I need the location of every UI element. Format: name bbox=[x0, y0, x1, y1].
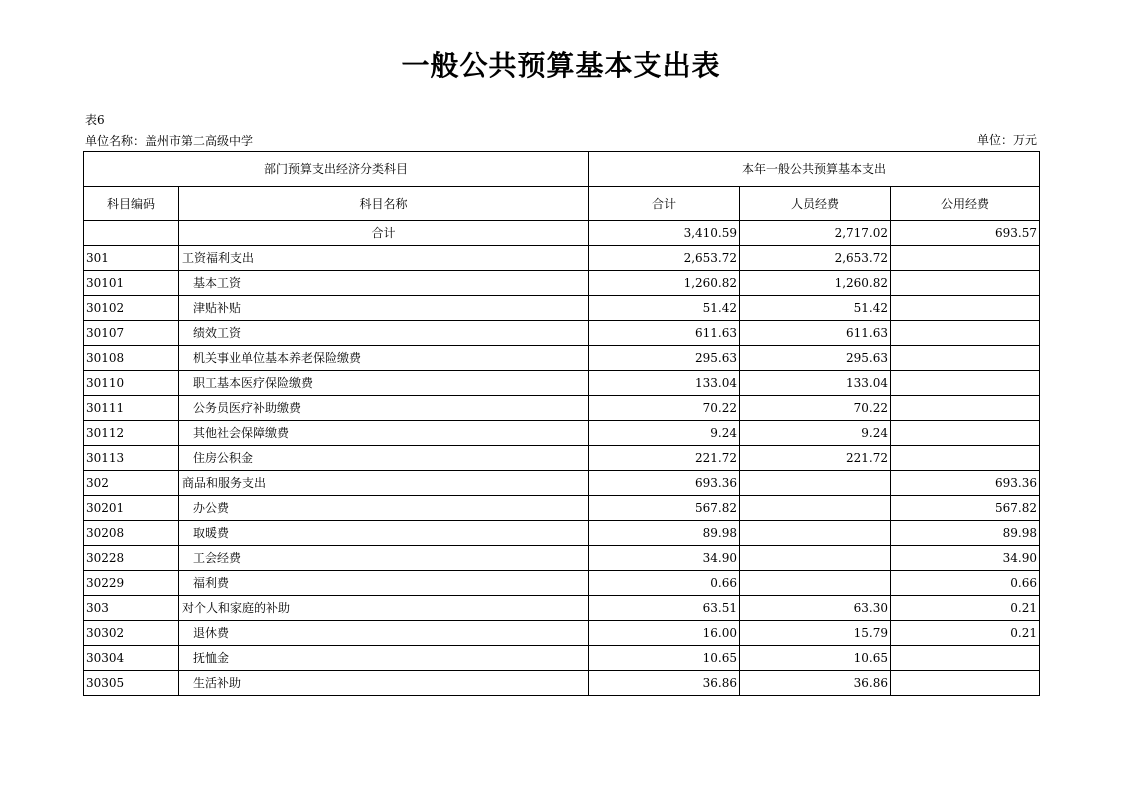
table-number: 表6 bbox=[85, 113, 105, 127]
total-public: 693.57 bbox=[891, 221, 1040, 246]
table-row bbox=[84, 421, 1040, 446]
row-name: 取暖费 bbox=[179, 521, 589, 546]
table-row bbox=[84, 496, 1040, 521]
row-code: 30229 bbox=[84, 571, 179, 596]
row-personnel: 51.42 bbox=[740, 296, 891, 321]
row-name: 工资福利支出 bbox=[179, 246, 589, 271]
row-total: 1,260.82 bbox=[589, 271, 740, 296]
total-amount: 3,410.59 bbox=[589, 221, 740, 246]
row-public: 34.90 bbox=[891, 546, 1040, 571]
row-code: 301 bbox=[84, 246, 179, 271]
row-total: 34.90 bbox=[589, 546, 740, 571]
row-code: 30102 bbox=[84, 296, 179, 321]
row-personnel bbox=[740, 571, 891, 596]
table-row bbox=[84, 346, 1040, 371]
row-name: 退休费 bbox=[179, 621, 589, 646]
row-total: 70.22 bbox=[589, 396, 740, 421]
table-row bbox=[84, 671, 1040, 696]
table-row bbox=[84, 271, 1040, 296]
row-public bbox=[891, 671, 1040, 696]
row-name: 抚恤金 bbox=[179, 646, 589, 671]
row-code: 30113 bbox=[84, 446, 179, 471]
row-name: 机关事业单位基本养老保险缴费 bbox=[179, 346, 589, 371]
row-public: 567.82 bbox=[891, 496, 1040, 521]
row-name: 公务员医疗补助缴费 bbox=[179, 396, 589, 421]
row-personnel: 9.24 bbox=[740, 421, 891, 446]
row-code: 30304 bbox=[84, 646, 179, 671]
row-personnel bbox=[740, 471, 891, 496]
row-name: 办公费 bbox=[179, 496, 589, 521]
row-public bbox=[891, 646, 1040, 671]
header-economic-classification: 部门预算支出经济分类科目 bbox=[84, 152, 589, 187]
row-total: 295.63 bbox=[589, 346, 740, 371]
row-personnel: 1,260.82 bbox=[740, 271, 891, 296]
row-name: 其他社会保障缴费 bbox=[179, 421, 589, 446]
row-personnel: 36.86 bbox=[740, 671, 891, 696]
row-public bbox=[891, 321, 1040, 346]
row-public bbox=[891, 271, 1040, 296]
row-name: 福利费 bbox=[179, 571, 589, 596]
total-code-cell bbox=[84, 221, 179, 246]
row-code: 30110 bbox=[84, 371, 179, 396]
row-personnel: 611.63 bbox=[740, 321, 891, 346]
row-code: 30111 bbox=[84, 396, 179, 421]
row-personnel: 10.65 bbox=[740, 646, 891, 671]
total-personnel: 2,717.02 bbox=[740, 221, 891, 246]
row-personnel: 221.72 bbox=[740, 446, 891, 471]
unit-name: 单位名称：盖州市第二高级中学 bbox=[85, 134, 254, 148]
table-row bbox=[84, 546, 1040, 571]
row-code: 30107 bbox=[84, 321, 179, 346]
row-code: 30201 bbox=[84, 496, 179, 521]
row-total: 0.66 bbox=[589, 571, 740, 596]
page-title: 一般公共预算基本支出表 bbox=[401, 49, 721, 82]
total-label: 合计 bbox=[179, 221, 589, 246]
row-public bbox=[891, 296, 1040, 321]
header-code: 科目编码 bbox=[84, 187, 179, 221]
table-row bbox=[84, 246, 1040, 271]
row-total: 9.24 bbox=[589, 421, 740, 446]
header-total: 合计 bbox=[589, 187, 740, 221]
row-public bbox=[891, 446, 1040, 471]
row-total: 51.42 bbox=[589, 296, 740, 321]
table-row bbox=[84, 446, 1040, 471]
header-row-group bbox=[84, 152, 1040, 187]
row-personnel bbox=[740, 496, 891, 521]
row-personnel bbox=[740, 521, 891, 546]
row-code: 303 bbox=[84, 596, 179, 621]
row-public bbox=[891, 246, 1040, 271]
row-code: 302 bbox=[84, 471, 179, 496]
row-total: 567.82 bbox=[589, 496, 740, 521]
row-public bbox=[891, 421, 1040, 446]
currency-unit: 单位：万元 bbox=[976, 133, 1037, 147]
header-public: 公用经费 bbox=[891, 187, 1040, 221]
budget-table bbox=[83, 151, 1040, 696]
row-code: 30305 bbox=[84, 671, 179, 696]
header-basic-expenditure: 本年一般公共预算基本支出 bbox=[589, 152, 1040, 187]
row-public: 0.21 bbox=[891, 621, 1040, 646]
row-personnel: 70.22 bbox=[740, 396, 891, 421]
row-code: 30302 bbox=[84, 621, 179, 646]
row-name: 商品和服务支出 bbox=[179, 471, 589, 496]
table-row bbox=[84, 321, 1040, 346]
total-row bbox=[84, 221, 1040, 246]
row-name: 绩效工资 bbox=[179, 321, 589, 346]
row-code: 30112 bbox=[84, 421, 179, 446]
row-total: 36.86 bbox=[589, 671, 740, 696]
table-row bbox=[84, 596, 1040, 621]
header-row-columns bbox=[84, 187, 1040, 221]
table-row bbox=[84, 621, 1040, 646]
row-public: 0.66 bbox=[891, 571, 1040, 596]
row-code: 30228 bbox=[84, 546, 179, 571]
row-total: 133.04 bbox=[589, 371, 740, 396]
row-name: 生活补助 bbox=[179, 671, 589, 696]
row-personnel: 133.04 bbox=[740, 371, 891, 396]
table-row bbox=[84, 471, 1040, 496]
row-public bbox=[891, 346, 1040, 371]
row-personnel: 2,653.72 bbox=[740, 246, 891, 271]
table-row bbox=[84, 396, 1040, 421]
table-row bbox=[84, 296, 1040, 321]
header-personnel: 人员经费 bbox=[740, 187, 891, 221]
row-personnel: 63.30 bbox=[740, 596, 891, 621]
row-public: 693.36 bbox=[891, 471, 1040, 496]
table-row bbox=[84, 371, 1040, 396]
row-name: 住房公积金 bbox=[179, 446, 589, 471]
row-total: 611.63 bbox=[589, 321, 740, 346]
row-code: 30208 bbox=[84, 521, 179, 546]
row-public bbox=[891, 396, 1040, 421]
row-personnel: 15.79 bbox=[740, 621, 891, 646]
row-total: 693.36 bbox=[589, 471, 740, 496]
row-total: 89.98 bbox=[589, 521, 740, 546]
row-total: 221.72 bbox=[589, 446, 740, 471]
row-personnel: 295.63 bbox=[740, 346, 891, 371]
row-code: 30108 bbox=[84, 346, 179, 371]
row-code: 30101 bbox=[84, 271, 179, 296]
header-name: 科目名称 bbox=[179, 187, 589, 221]
row-name: 工会经费 bbox=[179, 546, 589, 571]
row-total: 16.00 bbox=[589, 621, 740, 646]
table-row bbox=[84, 571, 1040, 596]
table-row bbox=[84, 521, 1040, 546]
row-name: 职工基本医疗保险缴费 bbox=[179, 371, 589, 396]
row-total: 10.65 bbox=[589, 646, 740, 671]
row-personnel bbox=[740, 546, 891, 571]
row-total: 63.51 bbox=[589, 596, 740, 621]
row-name: 对个人和家庭的补助 bbox=[179, 596, 589, 621]
row-name: 基本工资 bbox=[179, 271, 589, 296]
row-public bbox=[891, 371, 1040, 396]
row-name: 津贴补贴 bbox=[179, 296, 589, 321]
row-public: 89.98 bbox=[891, 521, 1040, 546]
table-row bbox=[84, 646, 1040, 671]
row-public: 0.21 bbox=[891, 596, 1040, 621]
row-total: 2,653.72 bbox=[589, 246, 740, 271]
